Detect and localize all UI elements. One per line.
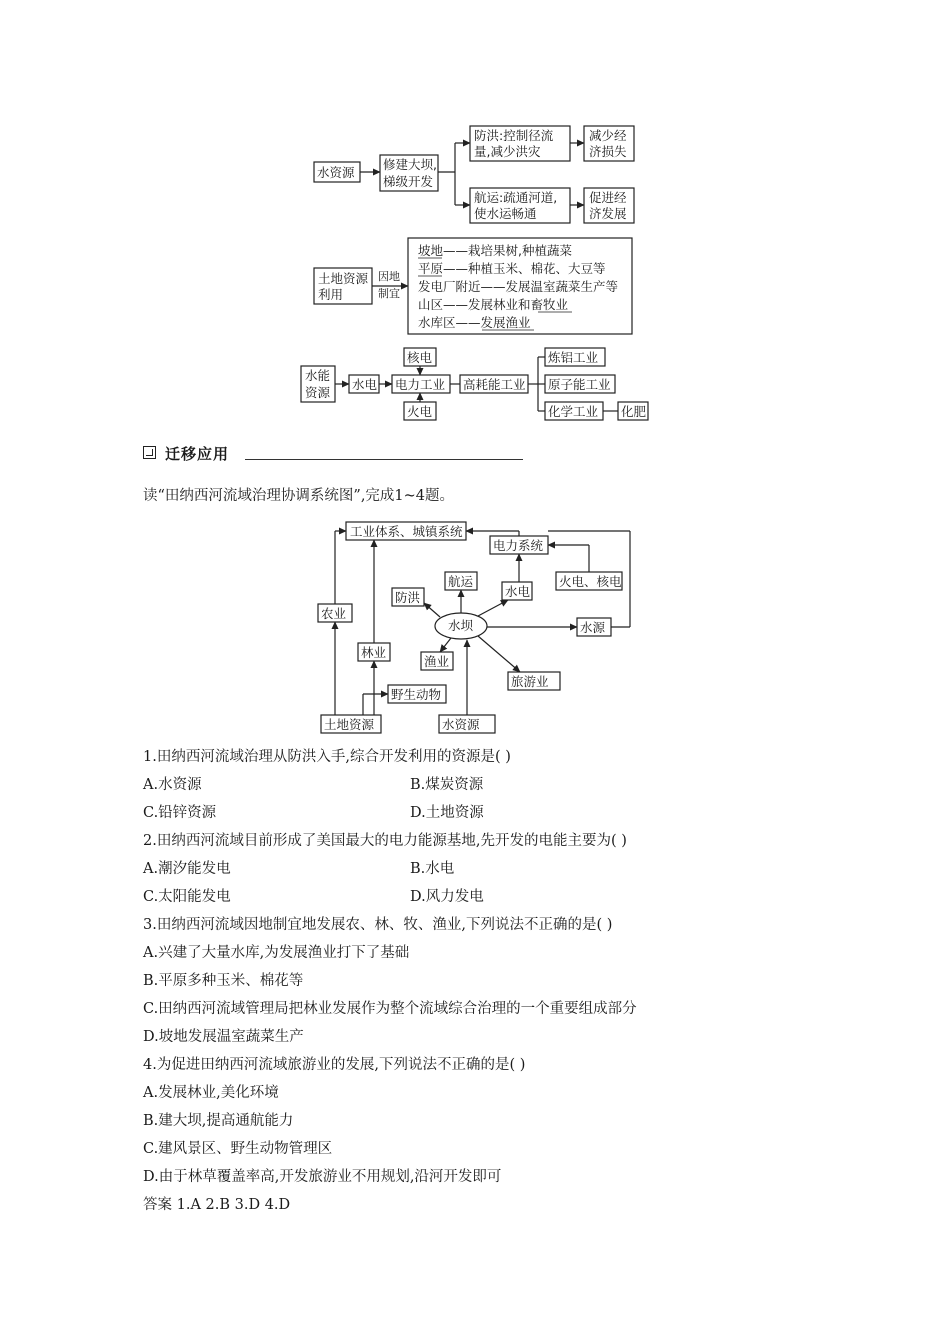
d4-hydro: 水电 — [505, 584, 531, 599]
d1-flood-line1: 防洪:控制径流 — [474, 128, 554, 143]
q4-option-b: B.建大坝,提高通航能力 — [143, 1113, 294, 1129]
q3-option-b: B.平原多种玉米、棉花等 — [143, 973, 304, 989]
d3-power: 电力工业 — [395, 377, 446, 392]
d4-power: 电力系统 — [493, 538, 544, 553]
d3-hydro-res-line2: 资源 — [305, 385, 331, 400]
d2-use-3: 山区——发展林业和畜牧业 — [418, 297, 569, 312]
d1-water-resource: 水资源 — [317, 165, 355, 180]
d2-use-1: 平原——种植玉米、棉花、大豆等 — [418, 261, 606, 276]
d1-flood-line2: 量,减少洪灾 — [474, 144, 541, 159]
q1-stem: 1.田纳西河流域治理从防洪入手,综合开发利用的资源是( ) — [143, 749, 511, 765]
d3-aluminum: 炼铝工业 — [548, 350, 599, 365]
d3-thermal: 火电 — [407, 404, 433, 419]
d3-hydro-res-line1: 水能 — [305, 368, 331, 383]
d3-chemical: 化学工业 — [548, 404, 599, 419]
intro-text: 读“田纳西河流域治理协调系统图”,完成1~4题。 — [143, 488, 455, 504]
q2-option-d: D.风力发电 — [410, 889, 484, 905]
d4-industry: 工业体系、城镇系统 — [350, 524, 463, 539]
d3-high-energy: 高耗能工业 — [463, 377, 526, 392]
d3-hydro: 水电 — [352, 377, 378, 392]
answer-line: 答案 1.A 2.B 3.D 4.D — [143, 1197, 291, 1213]
d4-flood: 防洪 — [395, 590, 421, 605]
d3-atomic: 原子能工业 — [548, 377, 611, 392]
d1-nav-line2: 使水运畅通 — [474, 206, 537, 221]
d1-dam-line2: 梯级开发 — [383, 174, 434, 189]
d1-dam-line1: 修建大坝, — [383, 157, 437, 172]
d4-thermal: 火电、核电 — [559, 574, 622, 589]
q4-option-a: A.发展林业,美化环境 — [143, 1085, 279, 1101]
q2-option-a: A.潮汐能发电 — [143, 861, 231, 877]
d4-water-res: 水资源 — [442, 717, 480, 732]
q3-stem: 3.田纳西河流域因地制宜地发展农、林、牧、渔业,下列说法不正确的是( ) — [143, 917, 613, 933]
d2-land-line2: 利用 — [318, 287, 344, 302]
d1-reduce-line1: 减少经 — [589, 128, 627, 143]
d1-promote-line1: 促进经 — [589, 190, 627, 205]
q1-option-b: B.煤炭资源 — [410, 777, 484, 793]
d1-reduce-line2: 济损失 — [589, 144, 627, 159]
section-title: 迁移应用 — [165, 445, 230, 463]
d2-use-0: 坡地——栽培果树,种植蔬菜 — [418, 243, 572, 258]
d2-use-2: 发电厂附近——发展温室蔬菜生产等 — [418, 279, 619, 294]
q3-option-c: C.田纳西河流域管理局把林业发展作为整个流域综合治理的一个重要组成部分 — [143, 1001, 637, 1017]
d3-fertilizer: 化肥 — [621, 404, 647, 419]
q4-option-c: C.建风景区、野生动物管理区 — [143, 1141, 333, 1157]
d2-use-4: 水库区——发展渔业 — [418, 315, 531, 330]
q4-option-d: D.由于林草覆盖率高,开发旅游业不用规划,沿河开发即可 — [143, 1169, 502, 1185]
q1-option-a: A.水资源 — [143, 777, 202, 793]
section-rule — [245, 459, 523, 460]
d4-fish: 渔业 — [424, 654, 450, 669]
d4-dam: 水坝 — [448, 618, 474, 633]
d2-land-line1: 土地资源 — [318, 271, 369, 286]
d4-forest: 林业 — [361, 645, 387, 660]
d2-adapt-line1: 因地 — [378, 270, 400, 283]
section-arrow-icon — [143, 446, 156, 459]
q2-option-c: C.太阳能发电 — [143, 889, 231, 905]
d1-promote-line2: 济发展 — [589, 206, 627, 221]
d4-shipping: 航运 — [448, 574, 474, 589]
d1-nav-line1: 航运:疏通河道, — [474, 190, 558, 205]
d4-agri: 农业 — [321, 606, 347, 621]
section-header — [143, 443, 523, 465]
q3-option-d: D.坡地发展温室蔬菜生产 — [143, 1029, 304, 1045]
d3-nuclear: 核电 — [407, 350, 433, 365]
d4-wildlife: 野生动物 — [391, 687, 442, 702]
q3-option-a: A.兴建了大量水库,为发展渔业打下了基础 — [143, 945, 410, 961]
d4-land: 土地资源 — [324, 717, 375, 732]
q1-option-c: C.铅锌资源 — [143, 805, 217, 821]
d2-adapt-line2: 制宜 — [378, 287, 400, 300]
d4-tourism: 旅游业 — [511, 674, 549, 689]
q2-stem: 2.田纳西河流域目前形成了美国最大的电力能源基地,先开发的电能主要为( ) — [143, 833, 627, 849]
q1-option-d: D.土地资源 — [410, 805, 484, 821]
q2-option-b: B.水电 — [410, 861, 455, 877]
d4-water-source: 水源 — [580, 620, 606, 635]
q4-stem: 4.为促进田纳西河流域旅游业的发展,下列说法不正确的是( ) — [143, 1057, 526, 1073]
